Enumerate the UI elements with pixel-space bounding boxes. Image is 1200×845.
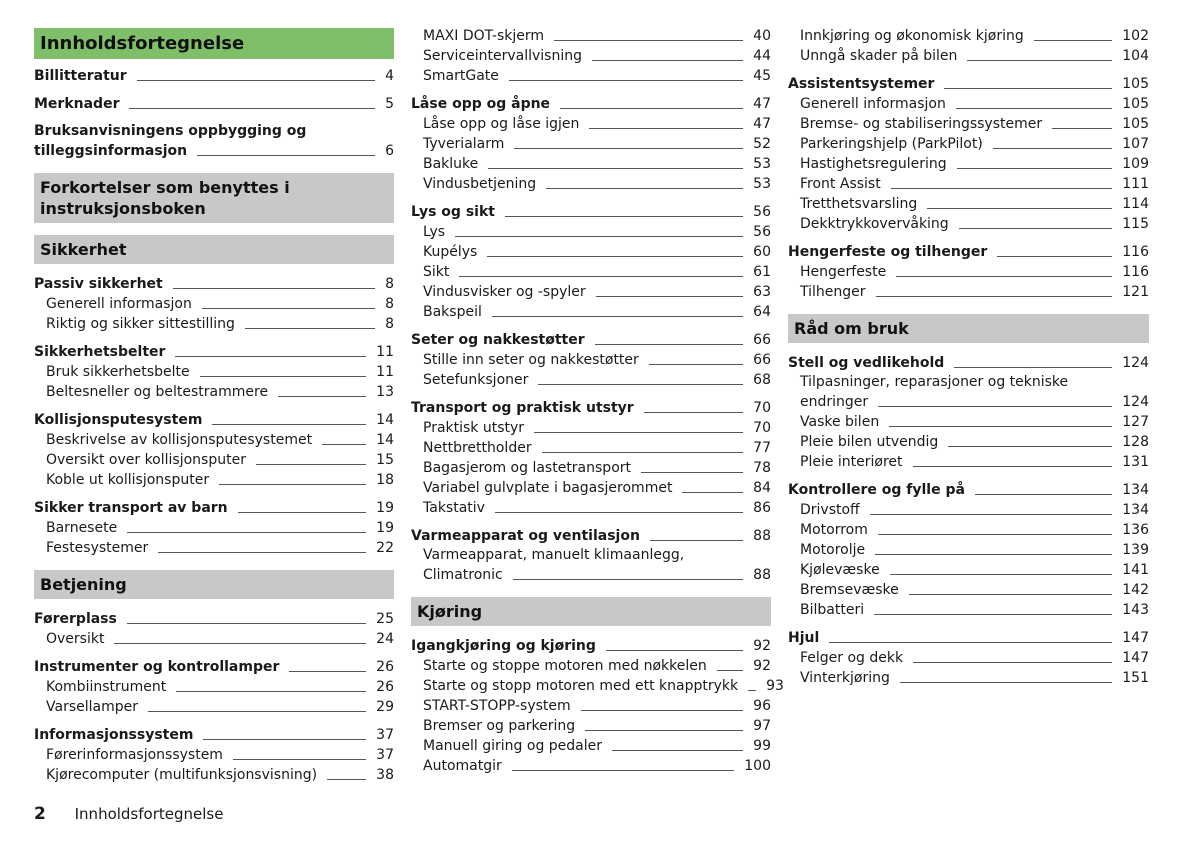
toc-entry[interactable]: Bakspeil 64 [423,304,771,320]
toc-entry[interactable]: Informasjonssystem 37 [34,727,394,743]
toc-entry[interactable]: Instrumenter og kontrollamper 26 [34,659,394,675]
toc-entry[interactable]: Felger og dekk 147 [800,650,1149,666]
toc-entry[interactable]: Kjølevæske 141 [800,562,1149,578]
toc-entry[interactable]: Starte og stoppe motoren med nøkkelen 92 [423,658,771,674]
toc-entry[interactable]: Variabel gulvplate i bagasjerommet 84 [423,480,771,496]
footer-label: Innholdsfortegnelse [74,805,224,823]
toc-entry-tilpasninger[interactable]: Tilpasninger, reparasjoner og tekniske endringer 124 [800,374,1149,410]
toc-entry[interactable]: Generell informasjon 8 [46,296,394,312]
toc-entry[interactable]: Bremsevæske 142 [800,582,1149,598]
toc-entry[interactable]: Serviceintervallvisning 44 [423,48,771,64]
toc-entry[interactable]: Hjul 147 [788,630,1149,646]
toc-entry[interactable]: Førerinformasjonssystem 37 [46,747,394,763]
toc-entry[interactable]: Beltesneller og beltestrammere 13 [46,384,394,400]
toc-entry[interactable]: Pleie bilen utvendig 128 [800,434,1149,450]
toc-entry[interactable]: Kollisjonsputesystem 14 [34,412,394,428]
toc-entry[interactable]: Varmeapparat og ventilasjon 88 [411,528,771,544]
toc-entry[interactable]: Unngå skader på bilen 104 [800,48,1149,64]
toc-entry[interactable]: Transport og praktisk utstyr 70 [411,400,771,416]
toc-entry[interactable]: Tretthetsvarsling 114 [800,196,1149,212]
toc-entry[interactable]: Setefunksjoner 68 [423,372,771,388]
toc-entry[interactable]: Pleie interiøret 131 [800,454,1149,470]
toc-entry[interactable]: Låse opp og låse igjen 47 [423,116,771,132]
toc-entry[interactable]: Praktisk utstyr 70 [423,420,771,436]
toc-column-2 [411,26,784,776]
toc-entry[interactable]: Tilhenger 121 [800,284,1149,300]
toc-entry[interactable]: Hengerfeste og tilhenger 116 [788,244,1149,260]
toc-entry[interactable]: Varsellamper 29 [46,699,394,715]
toc-entry[interactable]: Manuell giring og pedaler 99 [423,738,771,754]
toc-entry[interactable]: Seter og nakkestøtter 66 [411,332,771,348]
toc-entry[interactable]: Dekktrykkovervåking 115 [800,216,1149,232]
toc-entry[interactable]: Festesystemer 22 [46,540,394,556]
toc-entry[interactable]: Passiv sikkerhet 8 [34,276,394,292]
toc-entry[interactable]: Generell informasjon 105 [800,96,1149,112]
toc-entry[interactable]: Bremse- og stabiliseringssystemer 105 [800,116,1149,132]
toc-entry[interactable]: Oversikt 24 [46,631,394,647]
toc-entry[interactable]: Hastighetsregulering 109 [800,156,1149,172]
toc-entry-billitteratur[interactable]: Billitteratur 4 [34,68,394,84]
toc-entry[interactable]: Stell og vedlikehold 124 [788,355,1149,371]
toc-entry[interactable]: Bakluke 53 [423,156,771,172]
toc-entry[interactable]: Sikker transport av barn 19 [34,500,394,516]
page-footer [34,804,223,824]
section-header-rad-om-bruk[interactable]: Råd om bruk [788,314,1149,343]
toc-entry[interactable]: Vindusbetjening 53 [423,176,771,192]
toc-entry[interactable]: Bagasjerom og lastetransport 78 [423,460,771,476]
toc-entry[interactable]: Innkjøring og økonomisk kjøring 102 [800,28,1149,44]
toc-entry[interactable]: Sikkerhetsbelter 11 [34,344,394,360]
toc-entry[interactable]: Takstativ 86 [423,500,771,516]
toc-entry[interactable]: Sikt 61 [423,264,771,280]
toc-entry-merknader[interactable]: Merknader 5 [34,96,394,112]
toc-entry[interactable]: START-STOPP-system 96 [423,698,771,714]
toc-entry[interactable]: Låse opp og åpne 47 [411,96,771,112]
toc-entry[interactable]: Motorrom 136 [800,522,1149,538]
toc-entry[interactable]: MAXI DOT-skjerm 40 [423,28,771,44]
toc-entry[interactable]: Koble ut kollisjonsputer 18 [46,472,394,488]
toc-entry[interactable]: Assistentsystemer 105 [788,76,1149,92]
toc-entry[interactable]: Bremser og parkering 97 [423,718,771,734]
toc-entry[interactable]: Riktig og sikker sittestilling 8 [46,316,394,332]
toc-entry[interactable]: Beskrivelse av kollisjonsputesystemet 14 [46,432,394,448]
toc-entry[interactable]: Kontrollere og fylle på 134 [788,482,1149,498]
toc-entry-varmeapparat[interactable]: Varmeapparat, manuelt klimaanlegg, Climatronic 88 [423,547,771,583]
toc-entry[interactable]: Kombiinstrument 26 [46,679,394,695]
toc-entry[interactable]: Hengerfeste 116 [800,264,1149,280]
toc-entry[interactable]: Starte og stopp motoren med ett knapptrykk 93 [423,678,784,694]
toc-entry[interactable]: Vinterkjøring 151 [800,670,1149,686]
page-number: 2 [34,804,46,824]
toc-entry[interactable]: Igangkjøring og kjøring 92 [411,638,771,654]
section-header-forkortelser[interactable]: Forkortelser som benyttes i instruksjonsboken [34,173,394,223]
toc-entry[interactable]: Front Assist 111 [800,176,1149,192]
toc-column-1 [34,28,394,785]
section-header-sikkerhet[interactable]: Sikkerhet [34,235,394,264]
toc-entry[interactable]: Barnesete 19 [46,520,394,536]
toc-entry[interactable]: Drivstoff 134 [800,502,1149,518]
section-header-kjoring[interactable]: Kjøring [411,597,771,626]
toc-entry[interactable]: Tyverialarm 52 [423,136,771,152]
toc-column-3 [788,26,1149,688]
section-header-betjening[interactable]: Betjening [34,570,394,599]
toc-entry[interactable]: Vaske bilen 127 [800,414,1149,430]
toc-title: Innholdsfortegnelse [34,28,394,59]
toc-entry[interactable]: Nettbrettholder 77 [423,440,771,456]
toc-entry[interactable]: Førerplass 25 [34,611,394,627]
toc-entry[interactable]: Bilbatteri 143 [800,602,1149,618]
toc-entry[interactable]: Automatgir 100 [423,758,771,774]
toc-entry[interactable]: Parkeringshjelp (ParkPilot) 107 [800,136,1149,152]
toc-entry[interactable]: Lys og sikt 56 [411,204,771,220]
toc-entry[interactable]: Bruk sikkerhetsbelte 11 [46,364,394,380]
toc-entry[interactable]: Kjørecomputer (multifunksjonsvisning) 38 [46,767,394,783]
toc-entry[interactable]: Stille inn seter og nakkestøtter 66 [423,352,771,368]
toc-entry[interactable]: Kupélys 60 [423,244,771,260]
toc-entry[interactable]: Vindusvisker og -spyler 63 [423,284,771,300]
toc-entry[interactable]: SmartGate 45 [423,68,771,84]
toc-entry[interactable]: Oversikt over kollisjonsputer 15 [46,452,394,468]
toc-entry-bruksanvisning[interactable]: Bruksanvisningens oppbygging og tilleggsinformasjon 6 [34,123,394,159]
toc-entry[interactable]: Motorolje 139 [800,542,1149,558]
toc-entry[interactable]: Lys 56 [423,224,771,240]
